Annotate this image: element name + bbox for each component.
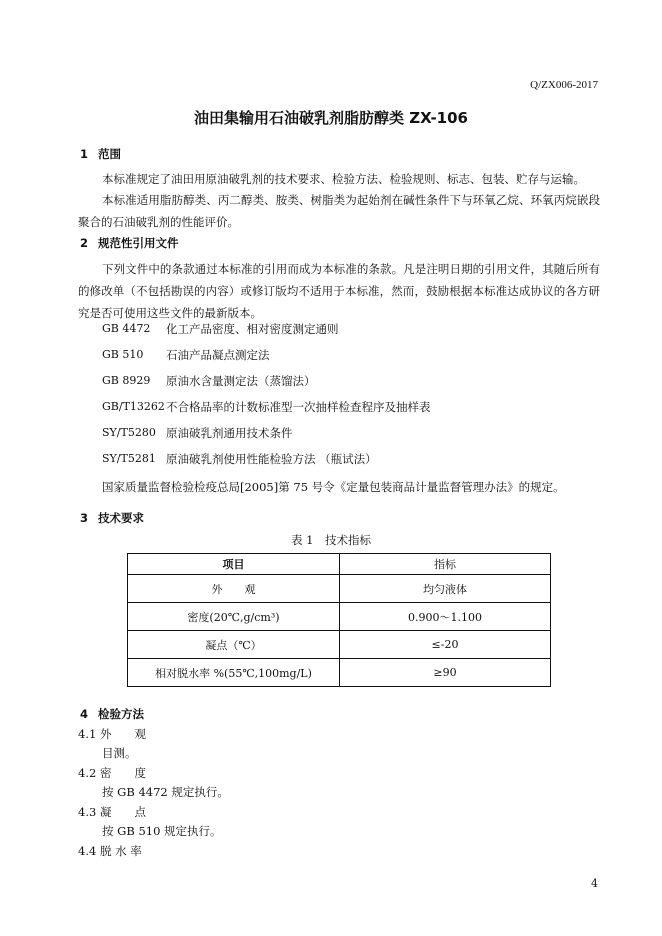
subsection-body: 按 GB 4472 规定执行。 — [102, 785, 229, 799]
regulation-note: 国家质量监督检验检疫总局[2005]第 75 号令《定量包装商品计量监督管理办法》的规定。 — [102, 480, 565, 494]
table-header-spec: 指标 — [340, 554, 551, 575]
subsection-label: 4.1 外 观 — [78, 727, 146, 741]
page-number: 4 — [591, 877, 598, 890]
subsection-label: 4.4 脱 水 率 — [78, 844, 142, 858]
reference-code: GB 4472 — [102, 322, 151, 335]
reference-title: 化工产品密度、相对密度测定通则 — [166, 322, 339, 336]
table-caption: 表 1 技术指标 — [291, 533, 371, 547]
table-cell-spec: ≥90 — [340, 659, 551, 687]
subsection-body: 目测。 — [102, 746, 137, 760]
reference-code: GB/T13262 — [102, 400, 165, 413]
table-cell-item: 外 观 — [128, 575, 340, 603]
section-title: 检验方法 — [98, 707, 144, 721]
section-number: 2 — [80, 236, 89, 250]
section-2-heading — [80, 235, 179, 251]
reference-title: 原油破乳剂通用技术条件 — [166, 426, 293, 440]
table-row — [128, 659, 551, 687]
table-cell-spec: 0.900～1.100 — [340, 603, 551, 631]
reference-title: 原油水含量测定法（蒸馏法） — [166, 374, 316, 388]
table-row — [128, 575, 551, 603]
table-header-item: 项目 — [128, 554, 340, 575]
reference-title: 原油破乳剂使用性能检验方法 （瓶试法） — [166, 452, 377, 466]
section-1-paragraph: 本标准适用脂肪醇类、丙二醇类、胺类、树脂类为起始剂在碱性条件下与环氧乙烷、环氧丙烷嵌段聚合的石油破乳剂的性能评价。 — [78, 193, 600, 229]
document-code: Q/ZX006-2017 — [530, 79, 598, 91]
reference-code: SY/T5281 — [102, 452, 156, 465]
section-2-intro: 下列文件中的条款通过本标准的引用而成为本标准的条款。凡是注明日期的引用文件，其随后所有的修改单（不包括勘误的内容）或修订版均不适用于本标准，然而，鼓励根据本标准达成协议的各方研究是否可使用这些文件的最新版本。 — [78, 262, 600, 320]
section-1-heading — [80, 146, 121, 162]
table-row — [128, 603, 551, 631]
table-row — [128, 631, 551, 659]
reference-title: 不合格品率的计数标准型一次抽样检查程序及抽样表 — [166, 400, 431, 414]
section-1-paragraph: 本标准规定了油田用原油破乳剂的技术要求、检验方法、检验规则、标志、包装、贮存与运输。 — [102, 172, 585, 186]
section-title: 技术要求 — [98, 511, 144, 525]
section-number: 3 — [80, 511, 89, 525]
section-number: 4 — [80, 707, 89, 721]
reference-code: SY/T5280 — [102, 426, 156, 439]
reference-code: GB 510 — [102, 348, 144, 361]
section-4-heading — [80, 706, 144, 722]
document-title: 油田集输用石油破乳剂脂肪醇类 ZX-106 — [194, 109, 468, 127]
section-title: 范围 — [98, 147, 121, 161]
reference-code: GB 8929 — [102, 374, 151, 387]
table-cell-item: 凝点（℃） — [128, 631, 340, 659]
technical-spec-table — [127, 553, 551, 687]
subsection-body: 按 GB 510 规定执行。 — [102, 824, 222, 838]
table-cell-spec: 均匀液体 — [340, 575, 551, 603]
table-cell-item: 密度(20℃,g/cm³) — [128, 603, 340, 631]
section-number: 1 — [80, 147, 89, 161]
table-cell-item: 相对脱水率 %(55℃,100mg/L) — [128, 659, 340, 687]
subsection-label: 4.2 密 度 — [78, 766, 146, 780]
reference-title: 石油产品凝点测定法 — [166, 348, 270, 362]
section-3-heading — [80, 510, 144, 526]
section-title: 规范性引用文件 — [98, 236, 179, 250]
table-header-row — [128, 554, 551, 575]
table-cell-spec: ≤-20 — [340, 631, 551, 659]
subsection-label: 4.3 凝 点 — [78, 805, 146, 819]
